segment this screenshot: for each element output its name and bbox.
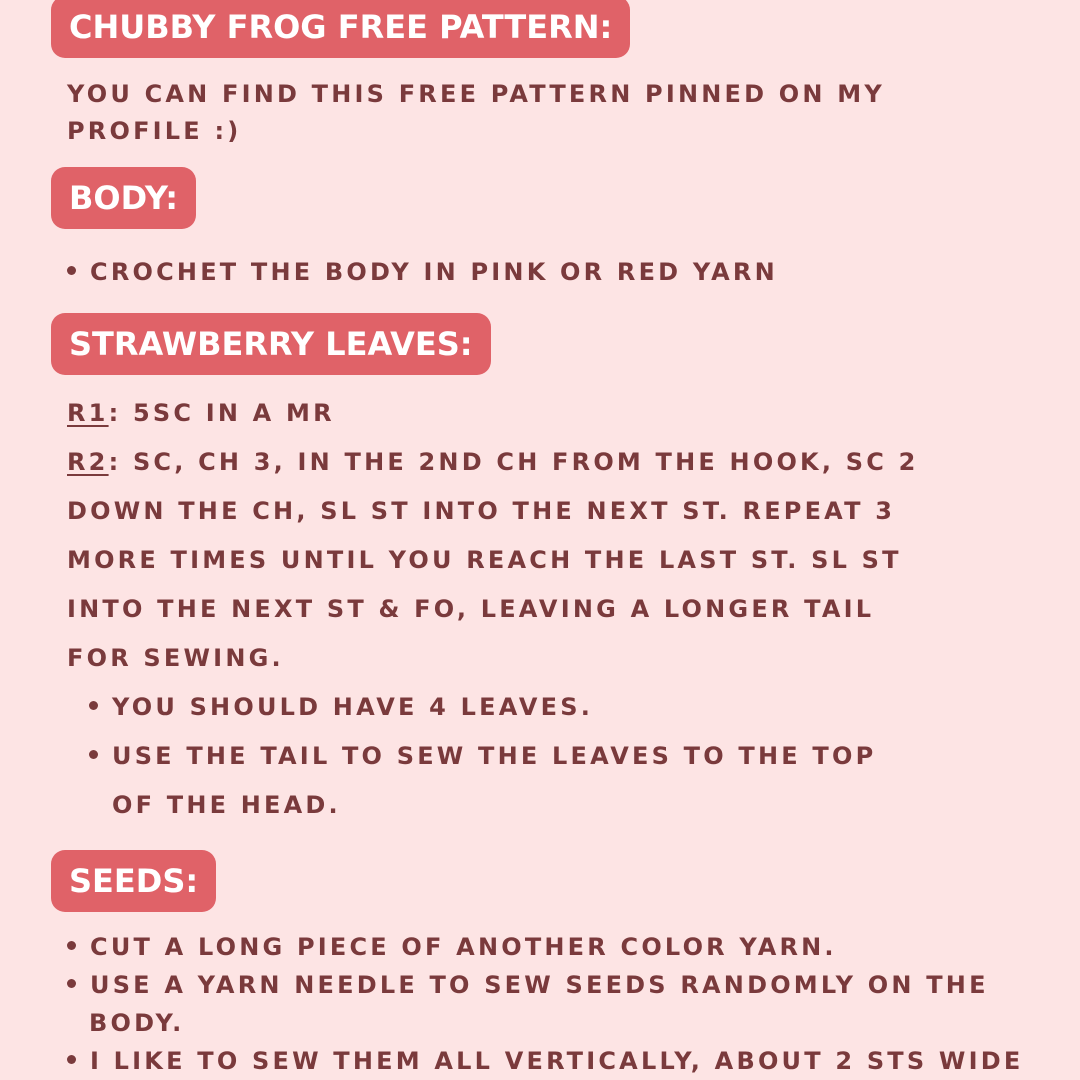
body-bullet bbox=[67, 258, 778, 286]
r1-text: : 5SC IN A MR bbox=[108, 399, 335, 427]
heading-seeds: SEEDS: bbox=[51, 850, 216, 912]
bullet-dot-icon bbox=[89, 750, 98, 759]
leaves-bullet-1-text: YOU SHOULD HAVE 4 LEAVES. bbox=[112, 693, 594, 721]
leaves-r1 bbox=[67, 399, 335, 427]
leaves-r2-line-2: DOWN THE CH, SL ST INTO THE NEXT ST. REPEAT 3 bbox=[67, 497, 896, 525]
seeds-bullet-3-text: I LIKE TO SEW THEM ALL VERTICALLY, ABOUT 2 STS WIDE bbox=[90, 1047, 1024, 1075]
leaves-bullet-1 bbox=[89, 693, 593, 721]
r2-text: : SC, CH 3, IN THE 2ND CH FROM THE HOOK, SC 2 bbox=[108, 448, 919, 476]
seeds-bullet-2-cont: BODY. bbox=[89, 1009, 185, 1037]
leaves-r2 bbox=[67, 448, 918, 476]
bullet-dot-icon bbox=[67, 266, 76, 275]
bullet-dot-icon bbox=[89, 701, 98, 710]
leaves-bullet-2-text: USE THE TAIL TO SEW THE LEAVES TO THE TOP bbox=[112, 742, 877, 770]
leaves-r2-line-3: MORE TIMES UNTIL YOU REACH THE LAST ST. SL ST bbox=[67, 546, 902, 574]
r2-label: R2 bbox=[67, 448, 109, 476]
frog-line-2: PROFILE :) bbox=[67, 117, 242, 145]
frog-line-1: YOU CAN FIND THIS FREE PATTERN PINNED ON MY bbox=[67, 80, 885, 108]
bullet-dot-icon bbox=[67, 1055, 76, 1064]
leaves-r2-line-5: FOR SEWING. bbox=[67, 644, 284, 672]
seeds-bullet-1 bbox=[67, 933, 837, 961]
body-bullet-text: CROCHET THE BODY IN PINK OR RED YARN bbox=[90, 258, 778, 286]
seeds-bullet-2 bbox=[67, 971, 989, 999]
leaves-bullet-2 bbox=[89, 742, 876, 770]
heading-body: BODY: bbox=[51, 167, 196, 229]
heading-strawberry-leaves: STRAWBERRY LEAVES: bbox=[51, 313, 491, 375]
bullet-dot-icon bbox=[67, 979, 76, 988]
leaves-r2-line-4: INTO THE NEXT ST & FO, LEAVING A LONGER TAIL bbox=[67, 595, 875, 623]
seeds-bullet-3 bbox=[67, 1047, 1023, 1075]
seeds-bullet-2-text: USE A YARN NEEDLE TO SEW SEEDS RANDOMLY ON THE bbox=[90, 971, 989, 999]
r1-label: R1 bbox=[67, 399, 109, 427]
heading-chubby-frog: CHUBBY FROG FREE PATTERN: bbox=[51, 0, 630, 58]
bullet-dot-icon bbox=[67, 941, 76, 950]
leaves-bullet-2-cont: OF THE HEAD. bbox=[112, 791, 341, 819]
seeds-bullet-1-text: CUT A LONG PIECE OF ANOTHER COLOR YARN. bbox=[90, 933, 837, 961]
